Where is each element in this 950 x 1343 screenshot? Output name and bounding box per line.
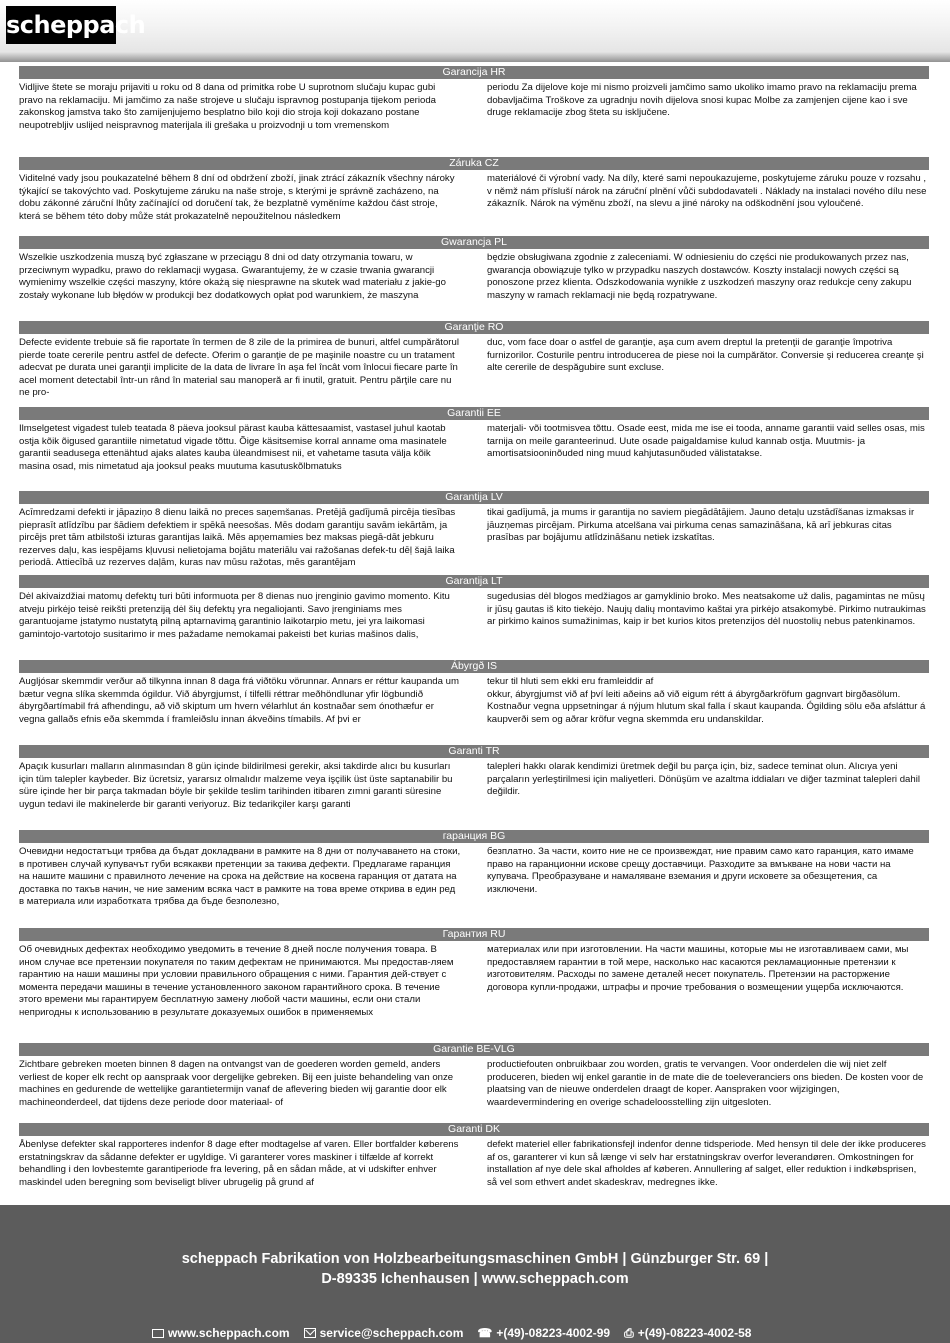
- section-title: Garanti DK: [19, 1123, 929, 1136]
- section-title: Garancija HR: [19, 66, 929, 79]
- section-text-right: безплатно. За части, които ние не се произвеждат, ние правим само като гаранция, като имаме право на гаранционни искове срещу доставчици. Разходите за вмъкване на нови части на купувача. Преобразуване и намаляване вземания и други исковете за обезщетения, са изключени.: [487, 846, 914, 895]
- section-title: Garantii EE: [19, 407, 929, 420]
- company-address-line-2: D-89335 Ichenhausen | www.scheppach.com: [321, 1271, 629, 1287]
- warranty-section: [19, 1043, 929, 1109]
- warranty-section: [19, 407, 929, 473]
- section-body: [19, 1056, 929, 1109]
- section-text-left: Åbenlyse defekter skal rapporteres indenfor 8 dage efter modtagelse af varen. Eller bortfalder køberens erstatningskrav da sådanne defekter er ugyldige. Vi garanterer vores maskiner i tilfælde af korrekt behandling i den lovbestemte garantiperiode fra levering, på en sådan måde, at vi udskifter enhver maskindel uden beregning som beviseligt bliver ubrugelig på grund af: [19, 1139, 459, 1188]
- warranty-section: [19, 491, 929, 570]
- warranty-section: [19, 1123, 929, 1189]
- section-text-right: tikai gadījumā, ja mums ir garantija no saviem piegādātājiem. Jauno detaļu uzstādīšanas izmaksas ir jāuzņemas pircējam. Pirkuma atcelšana vai pirkuma cenas samazināšana, kā arī jebkuras citas prasības par bojājumu atlīdzināšanu netiek izskatītas.: [487, 507, 915, 544]
- warranty-section: [19, 928, 929, 1020]
- section-title: Garantie BE-VLG: [19, 1043, 929, 1056]
- section-title: Ábyrgð IS: [19, 660, 929, 673]
- section-body: [19, 588, 929, 641]
- section-body: [19, 170, 929, 223]
- footer: [0, 1205, 950, 1343]
- section-text-right: tekur til hluti sem ekki eru framleiddir af okkur, ábyrgjumst við af því leiti aðeins að við eigum rétt á ábyrgðarkröfum gagnvart birgðasölum. Kostnaður vegna uppsetningar á nýjum hlutum skal falla í skaut kaupanda. Ógilding sölu eða afsláttur á kaupverði sem og aðrar kröfur vegna skemmda eru undanskildar.: [487, 676, 926, 725]
- section-text-right: materjali- või tootmisvea tõttu. Osade eest, mida me ise ei tooda, anname garantii vaid selles osas, mis tarnija on meile garanteerinud. Uute osade paigaldamise kulud kannab ostja. Muutmis- ja amortisatsiooninõuded ning muud kahjutasunõuded välistatakse.: [487, 423, 925, 460]
- warranty-section: [19, 575, 929, 641]
- phone-number[interactable]: +(49)-08223-4002-99: [496, 1326, 611, 1340]
- section-text-left: Zichtbare gebreken moeten binnen 8 dagen na ontvangst van de goederen worden gemeld, anders verliest de koper elk recht op aanspraak voor dergelijke gebreken. Bij een juiste behandeling van onze machines en gedurende de wettelijke garantietermijn vanaf de aflevering bieden wij garantie door elk machineonderdeel, dat tijdens deze periode door materiaal- of: [19, 1059, 454, 1108]
- phone-contact[interactable]: [477, 1325, 610, 1341]
- section-text-right: productiefouten onbruikbaar zou worden, gratis te vervangen. Voor onderdelen die wij niet zelf produceren, bieden wij enkel garantie in de mate die de toeleveranciers ons bieden. De kosten voor de plaatsing van de nieuwe onderdelen draagt de koper. Aanspraken voor wijzigingen, waardevermindering en overige schadeloosstelling zijn uitgesloten.: [487, 1059, 924, 1108]
- website-link[interactable]: www.scheppach.com: [168, 1326, 290, 1340]
- section-body: [19, 673, 929, 726]
- section-text-right: będzie obsługiwana zgodnie z zaleceniami. W odniesieniu do części nie produkowanych przez nas, gwarancja obowiązuje tylko w przypadku naszych dostawców. Koszty instalacji nowych części są ponoszone przez klienta. Odszkodowania wynikłe z uszkodzeń maszyny oraz redukcje ceny zakupu maszyny w ramach reklamacji nie będą rozpatrywane.: [487, 252, 912, 301]
- section-text-right: defekt materiel eller fabrikationsfejl indenfor denne tidsperiode. Med hensyn til dele der ikke produceres af os, garanterer vi kun så længe vi selv har erstatningskrav overfor leverandøren. Omkostningen for installation af nye dele skal afholdes af køberen. Annullering af salget, eller reduktion i indkøbsprisen, så vel som ethvert andet skadeskrav, medregnes ikke.: [487, 1139, 926, 1188]
- section-text-right: duc, vom face doar o astfel de garanţie, aşa cum avem dreptul la pretenţii de garanţie împotriva furnizorilor. Costurile pentru introducerea de piese noi la cumpărător. Conversie şi reducerea creanţe şi alte cererile de despăgubire sunt excluse.: [487, 337, 924, 374]
- website-contact[interactable]: [152, 1325, 290, 1341]
- scheppach-logo: scheppach: [6, 6, 116, 44]
- warranty-section: [19, 830, 929, 909]
- email-link[interactable]: service@scheppach.com: [319, 1326, 464, 1340]
- section-text-left: Apaçık kusurları malların alınmasından 8 gün içinde bildirilmesi gerekir, aksi takdirde alıcı bu kusurları için tüm talepler kaybeder. Biz ücretsiz, yararsız olmalıdır malzeme veya işçilik üst üste saptanabilir bu süre içinde her bir parça takmadan böyle bir şekilde teslim tarihinden itibaren zımni garanti süresine uygun tedavi ile makinelerde bir garanti veriyoruz. Biz tedarikçiler karşı garanti: [19, 761, 453, 810]
- section-text-left: Wszelkie uszkodzenia muszą być zgłaszane w przeciągu 8 dni od daty otrzymania towaru, w przeciwnym wypadku, prawo do reklamacji wygasa. Gwarantujemy, że w czasie trwania gwarancji wymienimy wszelkie części maszyny, które okażą się niesprawne na skutek wad materiału z jakie-go zostały wykonane lub błędów w produkcji bez dodatkowych opłat pod warunkiem, że maszyna: [19, 252, 446, 301]
- section-title: Garantija LV: [19, 491, 929, 504]
- section-body: [19, 420, 929, 473]
- section-text-left: Очевидни недостатъци трябва да бъдат докладвани в рамките на 8 дни от получаването на стоки, в противен случай купувачът губи всякакви претенции за такива дефекти. Предлагаме гаранция на нашите машини с правилното лечение на срока на действие на косвена гаранция от датата на доставка по такъв начин, че ние заменим всяка част в рамките на това време открива в един ред в материала или изработката трябва да бъде безполезно,: [19, 846, 461, 908]
- header-shadow: [0, 52, 950, 62]
- section-body: [19, 249, 929, 302]
- section-text-left: Augljósar skemmdir verður að tilkynna innan 8 daga frá viðtöku vörunnar. Annars er réttur kaupanda um bætur vegna slíka skemmda ógildur. Við ábyrgjumst, í tilfelli réttrar meðhöndlunar yfir lögbundið ábyrgðartímabil frá afhendingu, að við skiptum um hvern vélarhlut án kostnaðar sem ónothæfur er vegna gallaðs efnis eða skemmda í framleiðslu innan ákveðins tímabils. Af þvi er: [19, 676, 459, 725]
- section-text-left: Viditelné vady jsou poukazatelné během 8 dní od obdržení zboží, jinak ztrácí zákazník všechny nároky týkající se takovýchto vad. Poskytujeme záruku na naše stroje, s kterými je správně zacházeno, na dobu zákonné záruční lhůty začínající od doručení tak, že bezplatně vyměníme každou část stroje, která se během této doby může stát prokazatelně nepoužitelnou následkem: [19, 173, 455, 222]
- mail-icon: [304, 1328, 316, 1338]
- section-text-right: periodu Za dijelove koje mi nismo proizveli jamčimo samo ukoliko imamo pravo na reklamaciju prema dobavljačima Troškove za ugradnju novih dijelova snosi kupac Molbe za zamjenjen cijene kao i sve druge reklamacije zbog šteta su isključene.: [487, 82, 917, 119]
- section-title: Garantija LT: [19, 575, 929, 588]
- warranty-section: [19, 236, 929, 302]
- section-title: Garanti TR: [19, 745, 929, 758]
- section-body: [19, 504, 929, 570]
- section-body: [19, 941, 929, 1020]
- monitor-icon: [152, 1329, 164, 1338]
- section-body: [19, 758, 929, 811]
- fax-icon: ⎙: [624, 1325, 634, 1340]
- fax-number: +(49)-08223-4002-58: [637, 1326, 752, 1340]
- section-body: [19, 843, 929, 909]
- section-body: [19, 1136, 929, 1189]
- section-text-left: Об очевидных дефектах необходимо уведомить в течение 8 дней после получения товара. В ином случае все претензии покупателя по таким дефектам не принимаются. Мы предостав-ляем гарантию на наши машины при условии правильного обращения с ними. Гарантия дей-ствует с момента передачи машины в течение установленного законом гарантийного срока. В течение этого времени мы гарантируем бесплатную замену любой части машины, если они стали непригодны к использованию в результате доказуемых ошибок в применяемых: [19, 944, 454, 1018]
- section-text-right: talepleri hakkı olarak kendimizi üretmek değil bu parça için, biz, sadece teminat olun. Alıcıya yeni parçaların yerleştirilmesi için maliyetleri. Dönüşüm ve azaltma iddiaları ve diğer tazminat talepleri dahil değildir.: [487, 761, 920, 798]
- warranty-section: [19, 745, 929, 811]
- section-text-right: materiálové či výrobní vady. Na díly, které sami nepoukazujeme, poskytujeme záruku pouze v rozsahu , v němž nám přísluší nárok na záruční plnění vůči subdodavateli . Náklady na instalaci nového dílu nese zákazník. Nárok na výměnu zboží, na slevu a jiné nároky na odškodnění jsou vyloučené.: [487, 173, 927, 210]
- warranty-section: [19, 66, 929, 132]
- fax-contact: [624, 1325, 751, 1341]
- section-title: Gwarancja PL: [19, 236, 929, 249]
- section-text-left: Acīmredzami defekti ir jāpaziņo 8 dienu laikā no preces saņemšanas. Pretējā gadījumā pircēja tiesības pieprasīt atlīdzību par šādiem defektiem ir spēkā neesošas. Mēs dodam garantiju savām iekārtām, ja pircējs pret tām atbilstoši izturas garantijas laikā. Mēs apņemamies bez maksas piegā-dāt jebkuru rezerves daļu, kas iespējams kļuvusi nelietojama bojātu materiālu vai ražošanas defek-tu dēļ šajā laika periodā. Attiecībā uz rezerves daļām, kuras nav mūsu ražotas, mēs garantējam: [19, 507, 456, 569]
- section-title: Гарантия RU: [19, 928, 929, 941]
- section-text-left: Dėl akivaizdžiai matomų defektų turi būti informuota per 8 dienas nuo įrenginio gavimo momento. Kitu atveju pirkėjo teisė reikšti pretenziją dėl šių defektų yra negaliojanti. Savo įrenginiams mes garantuojame įstatymo nustatytą pilną aptarnavimą garantinio laikotarpio metu, jei yra laikomasi gamintojo-vartotojo susitarimo ir mes pažadame nemokamai pakeisti bet kurias mašinos dalis,: [19, 591, 450, 640]
- header-bar: [0, 0, 950, 62]
- section-text-right: sugedusias dėl blogos medžiagos ar gamyklinio broko. Mes neatsakome už dalis, pagamintas ne mūsų ir jūsų gautas iš kito tiekėjo. Naujų dalių montavimo kaštai yra pirkėjo atsakomybė. Pirkimo nutraukimas ar pirkimo kainos sumažinimas, kaip ir bet kurios kitos pretenzijos dėl nuostolių nebus patenkinamos.: [487, 591, 926, 628]
- section-body: [19, 334, 929, 400]
- email-contact[interactable]: [304, 1325, 464, 1341]
- contact-bar: [152, 1325, 765, 1341]
- section-text-left: Vidljive štete se moraju prijaviti u roku od 8 dana od primitka robe U suprotnom slučaju kupac gubi pravo na reklamaciju. Mi jamčimo za naše strojeve u slučaju ispravnog postupanja tijekom perioda zakonskog jamstva tako što zamijenjujemo besplatno bilo koji dio stroja koji dokazano postane neupotrebljiv uslijed neispravnog materijala ili grešaka u proizvodnji u tom vremenskom: [19, 82, 437, 131]
- phone-icon: ☎: [477, 1326, 493, 1340]
- warranty-section: [19, 157, 929, 223]
- warranty-section: [19, 660, 929, 726]
- section-text-left: Defecte evidente trebuie să fie raportate în termen de 8 zile de la primirea de bunuri, altfel cumpărătorul pierde toate cererile pentru astfel de defecte. Oferim o garanţie de pe maşinile noastre cu un tratament adecvat pe durata unei garanţii implicite de la data de livrare în aşa fel încât vom înlocui fiecare parte în acel moment detectabil într-un rând în material sau manoperă ar fi inutil, gratuit. Pentru părţile care nu ne pro-: [19, 337, 459, 399]
- warranty-section: [19, 321, 929, 400]
- section-title: Záruka CZ: [19, 157, 929, 170]
- company-address-line-1: scheppach Fabrikation von Holzbearbeitungsmaschinen GmbH | Günzburger Str. 69 |: [181, 1251, 769, 1267]
- section-title: Garanţie RO: [19, 321, 929, 334]
- section-title: гаранция BG: [19, 830, 929, 843]
- section-text-right: материалах или при изготовлении. На части машины, которые мы не изготавливаем сами, мы предоставляем гарантии в той мере, насколько нас касаются рекламационные претензии к изготовителям. Расходы по замене деталей несет покупатель. Претензии на расторжение договора купли-продажи, штрафы и прочие требования о возмещении ущерба исключаются.: [487, 944, 909, 993]
- section-text-left: Ilmselgetest vigadest tuleb teatada 8 päeva jooksul pärast kauba kättesaamist, vastasel juhul kaotab ostja kõik õigused garantiile nimetatud vigade tõttu. Õige käsitsemise korral anname oma masinatele garantii seadusega ettenähtud ajaks alates kauba üleandmisest nii, et vahetame tasuta välja kõik masina osad, mis nimetatud aja jooksul peaks muutuma kasutuskõlbmatuks: [19, 423, 447, 472]
- section-body: [19, 79, 929, 132]
